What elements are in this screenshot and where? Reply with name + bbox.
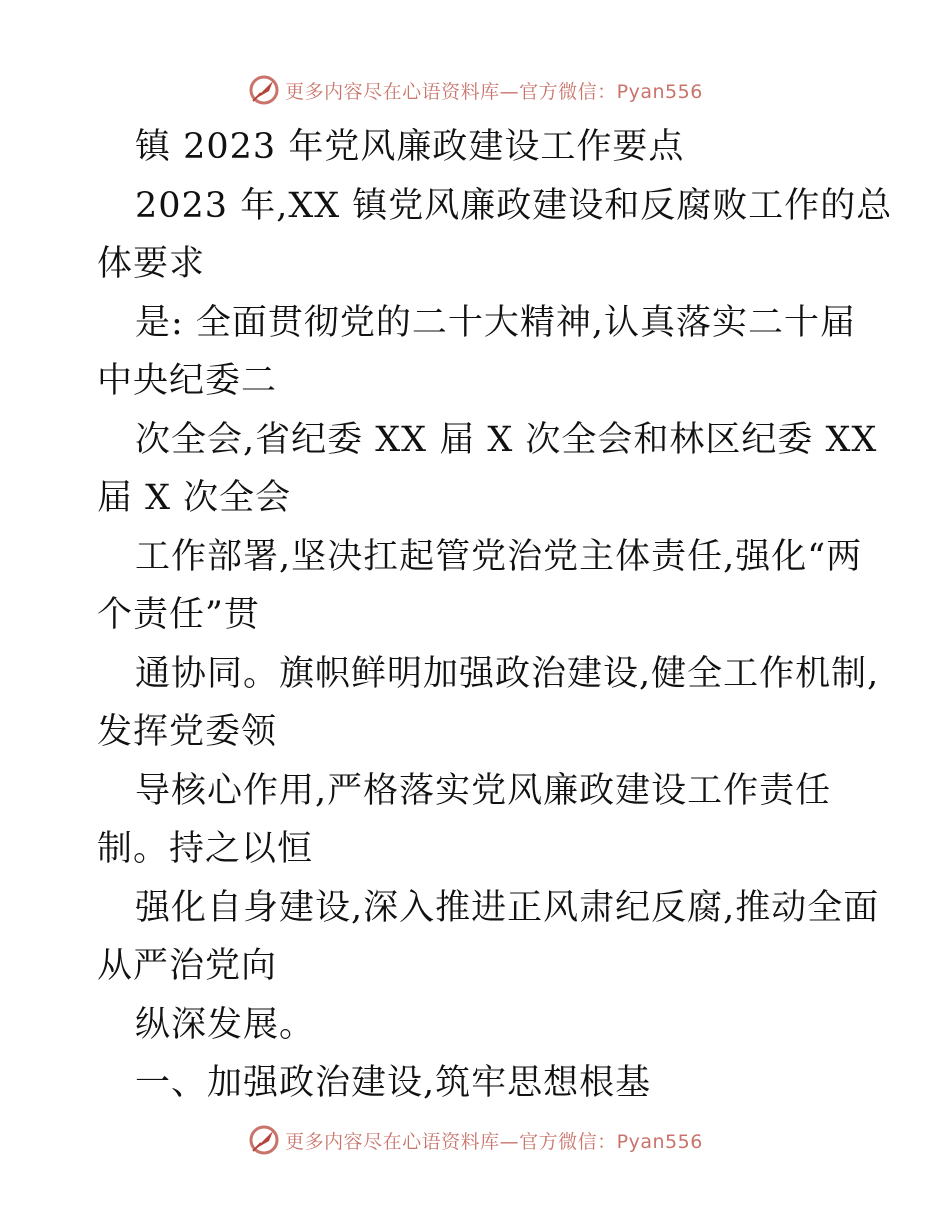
text-line: 个责任”贯: [97, 595, 260, 635]
text-line: 镇 2023 年党风廉政建设工作要点: [135, 127, 685, 167]
text-line: 制。持之以恒: [97, 829, 314, 869]
text-line: 发挥党委领: [97, 712, 278, 752]
footer-watermark: [0, 1120, 950, 1160]
text-line: 工作部署,坚决扛起管党治党主体责任,强化“两: [135, 536, 863, 577]
text-line: 2023 年,XX 镇党风廉政建设和反腐败工作的总: [135, 185, 893, 226]
header-watermark: [0, 70, 950, 110]
feather-pen-logo-icon: [247, 1123, 281, 1157]
feather-pen-logo-icon: [247, 73, 281, 107]
text-line: 通协同。旗帜鲜明加强政治建设,健全工作机制,: [135, 653, 880, 694]
text-line: 导核心作用,严格落实党风廉政建设工作责任: [135, 770, 832, 811]
text-line: 纵深发展。: [135, 1004, 316, 1045]
text-line: 次全会,省纪委 XX 届 X 次全会和林区纪委 XX: [135, 419, 878, 460]
text-line: 强化自身建设,深入推进正风肃纪反腐,推动全面: [135, 887, 880, 928]
text-line: 从严治党向: [97, 946, 278, 986]
text-line: 体要求: [97, 244, 206, 284]
text-line: 中央纪委二: [97, 361, 278, 401]
text-line: 届 X 次全会: [97, 478, 292, 518]
text-line: 一、加强政治建设,筑牢思想根基: [135, 1063, 652, 1103]
watermark-text: 更多内容尽在心语资料库—官方微信：Pyan556: [285, 1130, 703, 1153]
text-line: 是: 全面贯彻党的二十大精神,认真落实二十届: [135, 302, 857, 343]
document-body: [97, 118, 893, 1113]
watermark-text: 更多内容尽在心语资料库—官方微信：Pyan556: [285, 80, 703, 103]
